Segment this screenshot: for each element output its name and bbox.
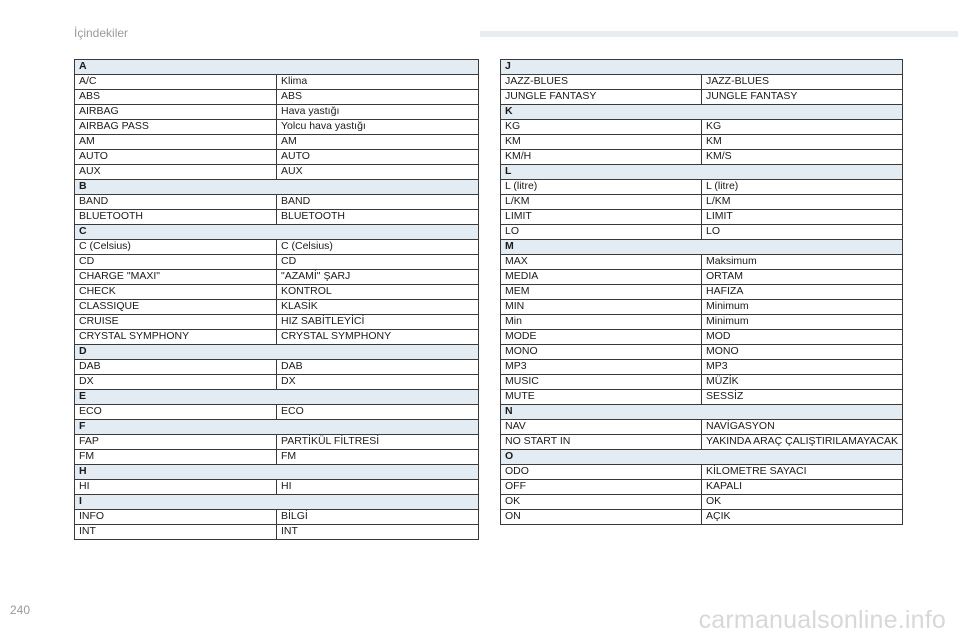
section-letter: M [501,240,903,255]
translation-cell: AM [277,135,479,150]
table-row [501,180,903,195]
table-row [501,360,903,375]
table-row [501,510,903,525]
translation-cell: MÜZİK [702,375,903,390]
term-cell: KG [501,120,702,135]
term-cell: KM/H [501,150,702,165]
table-row [501,345,903,360]
section-header [75,495,479,510]
translation-cell: BİLGİ [277,510,479,525]
translation-cell: LO [702,225,903,240]
table-row [75,480,479,495]
term-cell: BLUETOOTH [75,210,277,225]
translation-cell: HIZ SABİTLEYİCİ [277,315,479,330]
section-letter: K [501,105,903,120]
section-letter: E [75,390,479,405]
translation-cell: CD [277,255,479,270]
term-cell: JAZZ-BLUES [501,75,702,90]
translation-cell: HAFIZA [702,285,903,300]
translation-cell: KONTROL [277,285,479,300]
translation-cell: L/KM [702,195,903,210]
term-cell: ECO [75,405,277,420]
header-divider-bar [480,31,958,37]
translation-cell: BAND [277,195,479,210]
translation-cell: CRYSTAL SYMPHONY [277,330,479,345]
translation-cell: NAVİGASYON [702,420,903,435]
table-row [75,120,479,135]
translation-cell: "AZAMİ" ŞARJ [277,270,479,285]
term-cell: AUTO [75,150,277,165]
translation-cell: Klima [277,75,479,90]
translation-cell: BLUETOOTH [277,210,479,225]
table-row [75,240,479,255]
translation-cell: DAB [277,360,479,375]
translation-cell: ORTAM [702,270,903,285]
term-cell: INT [75,525,277,540]
section-header [75,420,479,435]
term-cell: MUTE [501,390,702,405]
section-header [501,240,903,255]
term-cell: C (Celsius) [75,240,277,255]
watermark: carmanualsonline.info [698,606,946,634]
translation-cell: FM [277,450,479,465]
term-cell: NAV [501,420,702,435]
term-cell: DAB [75,360,277,375]
term-cell: NO START IN [501,435,702,450]
section-letter: D [75,345,479,360]
section-letter: A [75,60,479,75]
table-row [501,150,903,165]
translation-cell: LIMIT [702,210,903,225]
term-cell: ODO [501,465,702,480]
translation-cell: ABS [277,90,479,105]
section-letter: H [75,465,479,480]
section-letter: B [75,180,479,195]
term-cell: A/C [75,75,277,90]
table-row [75,450,479,465]
translation-cell: YAKINDA ARAÇ ÇALIŞTIRILAMAYACAK [702,435,903,450]
table-row [75,525,479,540]
table-row [501,90,903,105]
term-cell: INFO [75,510,277,525]
table-row [501,300,903,315]
table-row [501,225,903,240]
section-header [75,345,479,360]
term-cell: ABS [75,90,277,105]
table-row [75,255,479,270]
term-cell: AIRBAG PASS [75,120,277,135]
translation-cell: OK [702,495,903,510]
term-cell: OK [501,495,702,510]
term-cell: MP3 [501,360,702,375]
translation-cell: Hava yastığı [277,105,479,120]
translation-cell: MOD [702,330,903,345]
section-header [75,225,479,240]
table-row [75,210,479,225]
term-cell: Min [501,315,702,330]
table-row [501,270,903,285]
translation-cell: C (Celsius) [277,240,479,255]
term-cell: CHARGE "MAXI" [75,270,277,285]
translation-cell: Minimum [702,300,903,315]
table-row [501,255,903,270]
term-cell: MIN [501,300,702,315]
term-cell: MAX [501,255,702,270]
table-row [75,150,479,165]
section-letter: I [75,495,479,510]
table-row [75,435,479,450]
translation-cell: Minimum [702,315,903,330]
term-cell: L (litre) [501,180,702,195]
term-cell: CRUISE [75,315,277,330]
table-row [75,195,479,210]
translation-cell: Maksimum [702,255,903,270]
translation-cell: AUX [277,165,479,180]
term-cell: HI [75,480,277,495]
translation-cell: AÇIK [702,510,903,525]
translation-cell: JAZZ-BLUES [702,75,903,90]
translation-cell: KAPALI [702,480,903,495]
table-row [501,375,903,390]
table-row [501,135,903,150]
translation-cell: KG [702,120,903,135]
term-cell: KM [501,135,702,150]
table-row [75,315,479,330]
table-row [75,75,479,90]
translation-cell: PARTİKÜL FİLTRESİ [277,435,479,450]
table-row [501,495,903,510]
translation-cell: KİLOMETRE SAYACI [702,465,903,480]
table-row [501,210,903,225]
term-cell: CHECK [75,285,277,300]
section-header [75,60,479,75]
table-row [501,420,903,435]
translation-cell: Yolcu hava yastığı [277,120,479,135]
section-letter: J [501,60,903,75]
term-cell: AM [75,135,277,150]
section-header [75,390,479,405]
table-row [75,330,479,345]
term-cell: LO [501,225,702,240]
page-number: 240 [10,603,31,617]
section-letter: F [75,420,479,435]
page-header-title: İçindekiler [74,26,129,40]
section-header [501,165,903,180]
term-cell: AUX [75,165,277,180]
table-row [501,75,903,90]
table-row [501,195,903,210]
term-cell: DX [75,375,277,390]
table-row [75,300,479,315]
translation-cell: KLASİK [277,300,479,315]
translation-cell: JUNGLE FANTASY [702,90,903,105]
translation-cell: KM [702,135,903,150]
section-letter: C [75,225,479,240]
table-row [501,465,903,480]
term-cell: ON [501,510,702,525]
term-cell: FAP [75,435,277,450]
translation-cell: ECO [277,405,479,420]
table-row [75,375,479,390]
table-row [501,480,903,495]
table-row [75,510,479,525]
table-row [75,270,479,285]
table-row [75,105,479,120]
term-cell: MEM [501,285,702,300]
section-header [75,180,479,195]
table-row [501,435,903,450]
translation-cell: MONO [702,345,903,360]
section-letter: L [501,165,903,180]
term-cell: LIMIT [501,210,702,225]
table-row [75,90,479,105]
translation-cell: INT [277,525,479,540]
translation-cell: KM/S [702,150,903,165]
term-cell: BAND [75,195,277,210]
term-cell: MODE [501,330,702,345]
term-cell: L/KM [501,195,702,210]
table-row [501,285,903,300]
table-row [501,315,903,330]
translation-cell: SESSİZ [702,390,903,405]
translation-cell: DX [277,375,479,390]
term-cell: MEDIA [501,270,702,285]
glossary-table-left [74,59,479,540]
section-header [501,450,903,465]
table-row [75,360,479,375]
glossary-table-right [500,59,903,525]
section-header [75,465,479,480]
table-row [75,135,479,150]
table-row [75,165,479,180]
table-row [75,405,479,420]
term-cell: MONO [501,345,702,360]
term-cell: MUSIC [501,375,702,390]
table-row [501,390,903,405]
section-header [501,105,903,120]
table-row [501,330,903,345]
term-cell: OFF [501,480,702,495]
translation-cell: AUTO [277,150,479,165]
translation-cell: HI [277,480,479,495]
term-cell: FM [75,450,277,465]
section-letter: O [501,450,903,465]
term-cell: CD [75,255,277,270]
table-row [501,120,903,135]
term-cell: AIRBAG [75,105,277,120]
translation-cell: MP3 [702,360,903,375]
section-letter: N [501,405,903,420]
section-header [501,60,903,75]
term-cell: CRYSTAL SYMPHONY [75,330,277,345]
table-row [75,285,479,300]
translation-cell: L (litre) [702,180,903,195]
term-cell: CLASSIQUE [75,300,277,315]
section-header [501,405,903,420]
term-cell: JUNGLE FANTASY [501,90,702,105]
